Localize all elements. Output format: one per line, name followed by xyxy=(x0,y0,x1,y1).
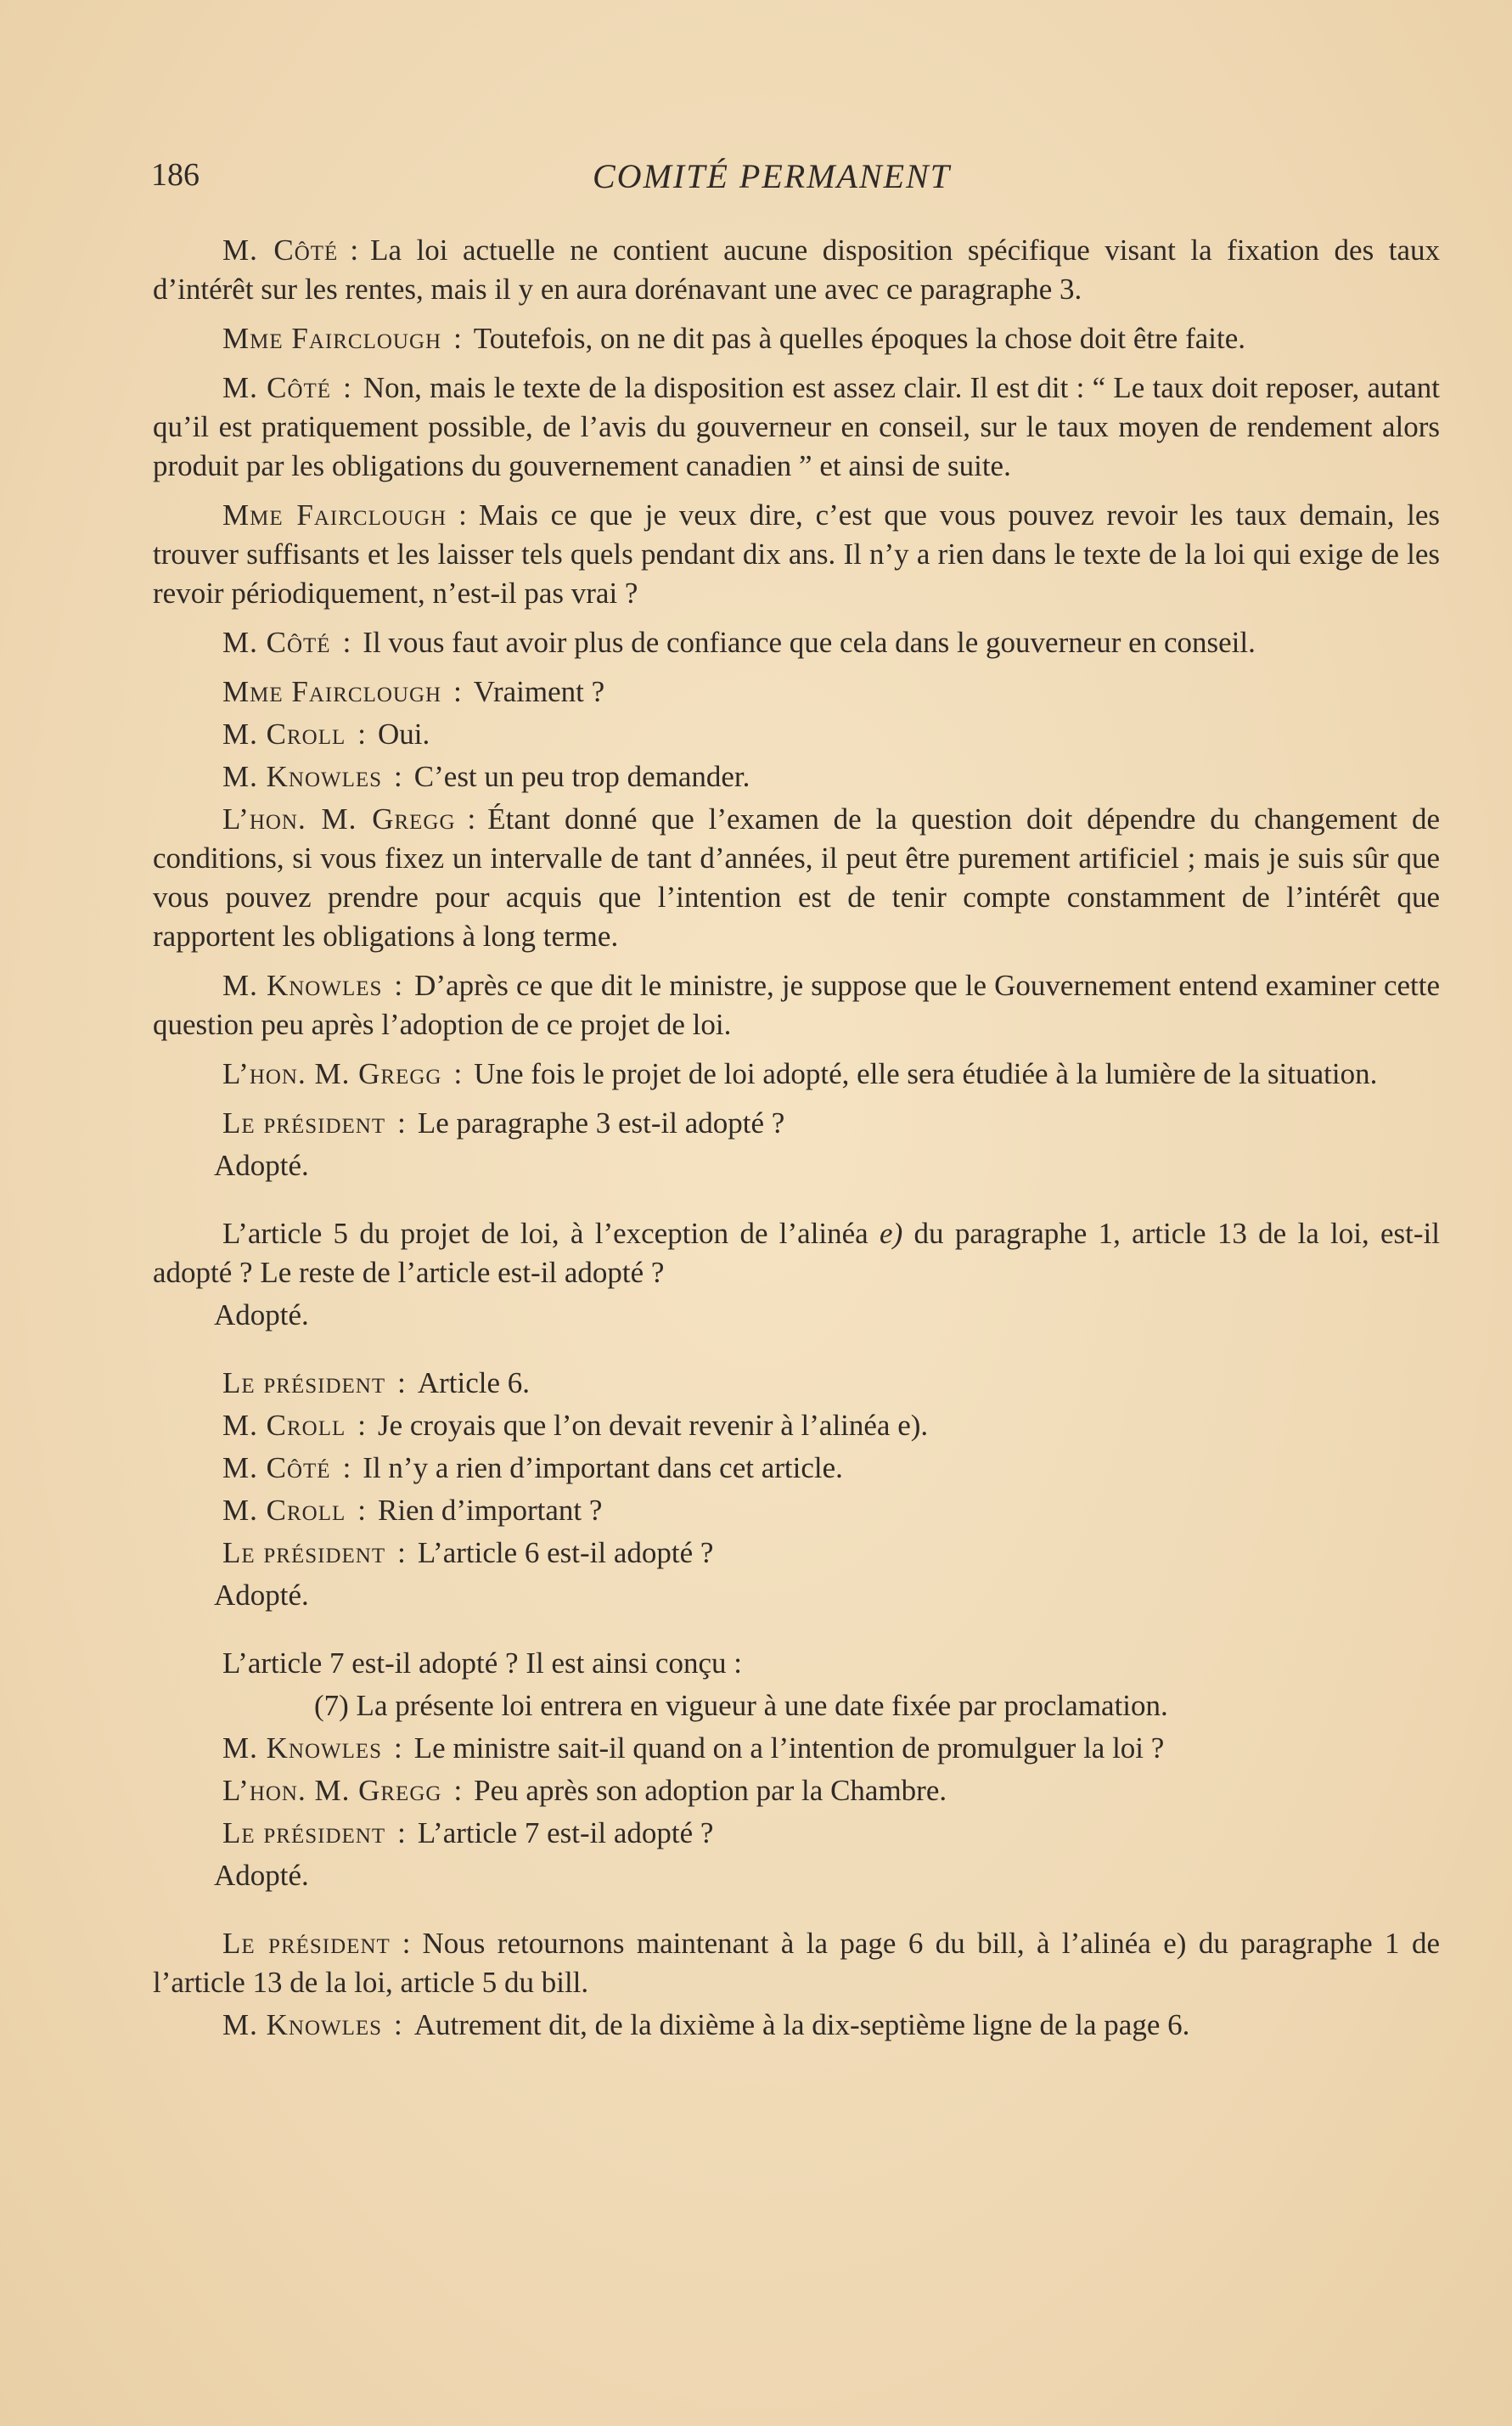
speaker-name: M. Knowles xyxy=(222,2008,383,2041)
block3-line-1: M. Knowles : Le ministre sait-il quand on a l’intention de promulguer la loi ? xyxy=(222,1731,1165,1765)
speech-text: Étant donné que l’examen de la question doit dépendre du changement de conditions, si vous fixez un intervalle de tant d’années, il peut être purement artificiel ; mais je suis sûr que vous pouvez prendre pour acquis que l’intention est de tenir compte constamment de l’intérêt que rapportent les obligations à long terme. xyxy=(153,802,1440,953)
article-5-text-before: L’article 5 du projet de loi, à l’exception de l’alinéa xyxy=(222,1217,868,1250)
speech-text: Mais ce que je veux dire, c’est que vous pouvez revoir les taux demain, les trouver suffisants et les laisser tels quels pendant dix ans. Il n’y a rien dans le texte de la loi qui exige de les revoir périodiquement, n’est-il pas vrai ? xyxy=(153,498,1440,610)
speech-text: Vraiment ? xyxy=(473,675,605,708)
speaker-name: Mme Fairclough xyxy=(222,322,442,355)
transcript-body xyxy=(153,231,1440,2048)
paragraph-10: M. Knowles : D’après ce que dit le ministre, je suppose que le Gouvernement entend examiner cette question peu après l’adoption de ce projet de loi. xyxy=(153,969,1441,1041)
speech-text: Nous retournons maintenant à la page 6 du bill, à l’alinéa e) du paragraphe 1 de l’article 13 de la loi, article 5 du bill. xyxy=(153,1927,1440,1999)
speech-text: Il n’y a rien d’important dans cet article. xyxy=(363,1451,843,1484)
page-header xyxy=(151,149,1442,200)
speaker-name: M. Côté xyxy=(222,626,331,659)
speaker-name: Le président xyxy=(222,1927,391,1960)
speaker-name: Mme Fairclough xyxy=(222,498,447,532)
speech-text: Non, mais le texte de la disposition est assez clair. Il est dit : “ Le taux doit reposer, autant qu’il est pratiquement possible, de l’avis du gouverneur en conseil, sur le taux moyen de rendement alors produit par les obligations du gouvernement canadien ” et ainsi de suite. xyxy=(153,371,1441,482)
adopted-line: Adopté. xyxy=(214,1149,309,1182)
adopted-line: Adopté. xyxy=(214,1579,309,1612)
article-5-question xyxy=(153,1214,1440,1292)
speaker-name: Le président xyxy=(222,1366,386,1399)
speech-text: Oui. xyxy=(377,718,430,751)
speech-text: Une fois le projet de loi adopté, elle sera étudiée à la lumière de la situation. xyxy=(474,1057,1378,1090)
speaker-name: M. Croll xyxy=(222,1494,346,1527)
speech-text: Le paragraphe 3 est-il adopté ? xyxy=(417,1106,785,1140)
paragraph-5: M. Côté : Il vous faut avoir plus de confiance que cela dans le gouverneur en conseil. xyxy=(222,626,1256,659)
paragraph-6: Mme Fairclough : Vraiment ? xyxy=(222,675,605,708)
paragraph-8: M. Knowles : C’est un peu trop demander. xyxy=(222,760,750,793)
speaker-name: M. Knowles xyxy=(222,1731,383,1765)
speaker-name: Le président xyxy=(222,1536,386,1569)
block2-line-4: M. Croll : Rien d’important ? xyxy=(222,1494,603,1527)
speaker-name: M. Knowles xyxy=(222,969,383,1002)
paragraph-2: Mme Fairclough : Toutefois, on ne dit pas à quelles époques la chose doit être faite. xyxy=(222,322,1246,355)
block4-line-1: Le président : Nous retournons maintenant à la page 6 du bill, à l’alinéa e) du paragraphe 1 de l’article 13 de la loi, article 5 du bill. xyxy=(153,1927,1440,1999)
paragraph-7: M. Croll : Oui. xyxy=(222,718,430,751)
speaker-name: Le président xyxy=(222,1816,386,1849)
block2-line-5: Le président : L’article 6 est-il adopté ? xyxy=(222,1536,714,1569)
article-5-alinea: e) xyxy=(880,1217,903,1250)
speech-text: C’est un peu trop demander. xyxy=(413,760,750,793)
speech-text: Autrement dit, de la dixième à la dix-septième ligne de la page 6. xyxy=(413,2008,1190,2041)
speaker-name: M. Côté xyxy=(222,371,332,404)
speech-text: La loi actuelle ne contient aucune disposition spécifique visant la fixation des taux d’intérêt sur les rentes, mais il y en aura dorénavant une avec ce paragraphe 3. xyxy=(153,234,1440,306)
speaker-name: L’hon. M. Gregg xyxy=(222,802,456,836)
speaker-name: M. Knowles xyxy=(222,760,383,793)
speech-text: Article 6. xyxy=(417,1366,531,1399)
speech-text: Toutefois, on ne dit pas à quelles époques la chose doit être faite. xyxy=(473,322,1246,355)
speech-text: Peu après son adoption par la Chambre. xyxy=(474,1774,947,1807)
block3-line-3: Le président : L’article 7 est-il adopté ? xyxy=(222,1816,714,1849)
article-7-question: L’article 7 est-il adopté ? Il est ainsi conçu : xyxy=(222,1646,742,1680)
speech-text: L’article 7 est-il adopté ? xyxy=(417,1816,714,1849)
article-5-text-after: du paragraphe 1, article 13 de la loi, est-il adopté ? Le reste de l’article est-il adopté ? xyxy=(153,1217,1441,1289)
adopted-line: Adopté. xyxy=(214,1298,309,1331)
running-title: COMITÉ PERMANENT xyxy=(593,157,951,195)
speaker-name: M. Croll xyxy=(222,1409,346,1442)
block2-line-2: M. Croll : Je croyais que l’on devait revenir à l’alinéa e). xyxy=(222,1409,929,1442)
block2-line-3: M. Côté : Il n’y a rien d’important dans cet article. xyxy=(222,1451,843,1484)
paragraph-9: L’hon. M. Gregg : Étant donné que l’examen de la question doit dépendre du changement de conditions, si vous fixez un intervalle de tant d’années, il peut être purement artificiel ; mais je suis sûr que vous pouvez prendre pour acquis que l’intention est de tenir compte constamment de l’intérêt que rapportent les obligations à long terme. xyxy=(153,802,1440,953)
block4-line-2: M. Knowles : Autrement dit, de la dixième à la dix-septième ligne de la page 6. xyxy=(222,2008,1190,2041)
speaker-name: M. Côté xyxy=(222,234,339,267)
article-7-quote: (7) La présente loi entrera en vigueur à une date fixée par proclamation. xyxy=(314,1689,1168,1722)
paragraph-11: L’hon. M. Gregg : Une fois le projet de loi adopté, elle sera étudiée à la lumière de la situation. xyxy=(222,1057,1378,1090)
speech-text: D’après ce que dit le ministre, je suppose que le Gouvernement entend examiner cette question peu après l’adoption de ce projet de loi. xyxy=(153,969,1441,1041)
paragraph-4: Mme Fairclough : Mais ce que je veux dire, c’est que vous pouvez revoir les taux demain, les trouver suffisants et les laisser tels quels pendant dix ans. Il n’y a rien dans le texte de la loi qui exige de les revoir périodiquement, n’est-il pas vrai ? xyxy=(153,498,1440,610)
adopted-line: Adopté. xyxy=(214,1859,309,1892)
block2-line-1: Le président : Article 6. xyxy=(222,1366,531,1399)
paragraph-12: Le président : Le paragraphe 3 est-il adopté ? xyxy=(222,1106,785,1140)
paragraph-3: M. Côté : Non, mais le texte de la disposition est assez clair. Il est dit : “ Le taux doit reposer, autant qu’il est pratiquement possible, de l’avis du gouverneur en conseil, sur le taux moyen de rendement alors produit par les obligations du gouvernement canadien ” et ainsi de suite. xyxy=(153,371,1441,482)
speaker-name: L’hon. M. Gregg xyxy=(222,1057,442,1090)
page-number: 186 xyxy=(151,157,200,193)
paragraph-1: M. Côté : La loi actuelle ne contient aucune disposition spécifique visant la fixation des taux d’intérêt sur les rentes, mais il y en aura dorénavant une avec ce paragraphe 3. xyxy=(153,234,1440,306)
speaker-name: Mme Fairclough xyxy=(222,675,442,708)
speaker-name: Le président xyxy=(222,1106,386,1140)
block3-line-2: L’hon. M. Gregg : Peu après son adoption par la Chambre. xyxy=(222,1774,947,1807)
speech-text: Je croyais que l’on devait revenir à l’alinéa e). xyxy=(377,1409,929,1442)
speech-text: Le ministre sait-il quand on a l’intention de promulguer la loi ? xyxy=(413,1731,1165,1765)
speaker-name: L’hon. M. Gregg xyxy=(222,1774,442,1807)
speaker-name: M. Côté xyxy=(222,1451,331,1484)
speech-text: Il vous faut avoir plus de confiance que cela dans le gouverneur en conseil. xyxy=(363,626,1256,659)
speaker-name: M. Croll xyxy=(222,718,346,751)
speech-text: L’article 6 est-il adopté ? xyxy=(417,1536,714,1569)
speech-text: Rien d’important ? xyxy=(377,1494,603,1527)
